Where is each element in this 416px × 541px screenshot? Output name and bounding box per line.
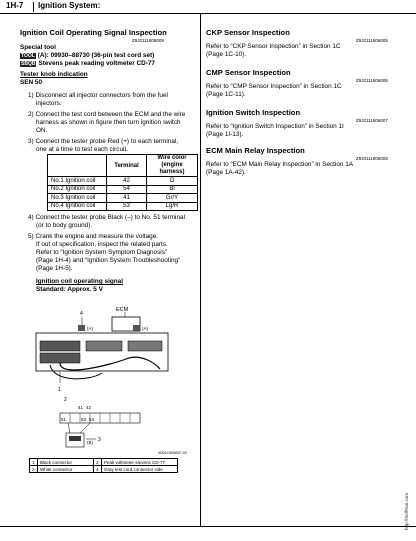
legend-cell: Gray test cord connector side bbox=[102, 466, 178, 473]
legend-cell: White connector bbox=[38, 466, 94, 473]
legend-table bbox=[29, 458, 178, 473]
tool-b-text: Stevens peak reading voltmeter CD-77 bbox=[38, 60, 155, 67]
voltmeter-display bbox=[69, 436, 81, 441]
callout-3: 3 bbox=[98, 437, 101, 443]
header-divider bbox=[33, 2, 34, 12]
legend-cell: 1 bbox=[30, 459, 38, 466]
section-heading: ECM Main Relay Inspection bbox=[206, 146, 305, 155]
legend-cell: Peak voltmeter stevens CD-77 bbox=[102, 459, 178, 466]
connector-block bbox=[86, 341, 122, 351]
footer-rule bbox=[0, 526, 416, 527]
probe-wire bbox=[68, 423, 70, 433]
knob-label: Tester knob indication bbox=[20, 71, 88, 78]
pin-label: 53 bbox=[81, 417, 87, 422]
ecm-connector-body bbox=[36, 333, 168, 371]
terminal-table bbox=[47, 154, 198, 211]
table-cell: 54 bbox=[107, 185, 147, 194]
step-line: 1) Disconnect all injector connectors from the fuel bbox=[28, 92, 168, 99]
page-number: 1H-7 bbox=[6, 1, 24, 10]
table-header-row bbox=[48, 155, 198, 177]
callout-2: 2 bbox=[64, 397, 67, 403]
ref-line: (Page 1I-13). bbox=[206, 131, 244, 138]
section-heading: CKP Sensor Inspection bbox=[206, 28, 290, 37]
tool-a-text: (A): 09930–88730 (36-pin test cord set) bbox=[37, 52, 155, 59]
figure-id: I9J0111806027-03 bbox=[158, 451, 187, 455]
signal-label: Ignition coil operating signal bbox=[36, 278, 123, 285]
ecm-label: ECM bbox=[116, 307, 129, 313]
callout-4: 4 bbox=[80, 311, 83, 317]
section-heading: CMP Sensor Inspection bbox=[206, 68, 291, 77]
test-cord-plug bbox=[78, 325, 85, 331]
step-line: 3) Connect the tester probe Red (+) to each terminal, bbox=[28, 138, 179, 145]
table-cell: Gr/Y bbox=[147, 194, 198, 203]
table-header: Wire color (engine harness) bbox=[147, 155, 198, 177]
legend-cell: 3 bbox=[94, 459, 102, 466]
section-heading: Ignition Coil Operating Signal Inspection bbox=[20, 28, 167, 37]
ref-line: Refer to “CKP Sensor Inspection” in Section 1C bbox=[206, 43, 341, 50]
table-cell: Bl bbox=[147, 185, 198, 194]
step-line: 4) Connect the tester probe Black (–) to No. 51 terminal bbox=[28, 214, 186, 221]
table-header: Terminal bbox=[107, 155, 147, 177]
ref-line: Refer to “ECM Main Relay Inspection” in Section 1A bbox=[206, 161, 354, 168]
section-heading: Ignition Switch Inspection bbox=[206, 108, 301, 117]
tag-b: (B) bbox=[87, 440, 93, 445]
legend-cell: 4 bbox=[94, 466, 102, 473]
step-line: harness as shown in figure then turn ignition switch bbox=[36, 119, 181, 126]
table-cell: 42 bbox=[107, 177, 147, 186]
pin-label: 41 bbox=[78, 405, 84, 410]
table-cell: No.2 Ignition coil bbox=[48, 185, 107, 194]
legend-cell: Black connector bbox=[38, 459, 94, 466]
tool-b-line bbox=[20, 60, 155, 68]
step-line: (Page 1H-4) and “Ignition System Troubleshooting” bbox=[36, 257, 181, 264]
side-watermark: http://SelfRan.com bbox=[404, 492, 409, 530]
ref-line: Refer to “CMP Sensor Inspection” in Section 1C bbox=[206, 83, 342, 90]
step-line: (or to body ground). bbox=[36, 222, 93, 229]
step-line: one at a time to test each circuit. bbox=[36, 146, 128, 153]
section-title: Ignition System: bbox=[38, 1, 101, 10]
ref-line: Refer to “Ignition Switch Inspection” in Section 1I bbox=[206, 123, 344, 130]
tool-badge-icon: SBQB bbox=[21, 61, 36, 67]
standard-label: Standard: Approx. 5 V bbox=[36, 286, 103, 293]
wiring-diagram bbox=[30, 303, 190, 456]
probe-wire bbox=[80, 423, 90, 433]
table-cell: 41 bbox=[107, 194, 147, 203]
table-cell: No.1 Ignition coil bbox=[48, 177, 107, 186]
test-cord-plug bbox=[133, 325, 140, 331]
tag-a: (A) bbox=[142, 326, 148, 331]
section-id: Z9J0111806005 bbox=[356, 38, 388, 43]
step-line: (Page 1H-5). bbox=[36, 265, 73, 272]
pin-label: 54 bbox=[89, 417, 95, 422]
table-cell: No.4 Ignition coil bbox=[48, 202, 107, 211]
ref-line: (Page 1C-10). bbox=[206, 51, 247, 58]
section-id: Z9J0111806008 bbox=[356, 156, 388, 161]
step-line: injectors. bbox=[36, 100, 62, 107]
ref-line: (Page 1A-42). bbox=[206, 169, 246, 176]
step-line: If out of specification, inspect the related parts. bbox=[36, 241, 168, 248]
table-cell: No.3 Ignition coil bbox=[48, 194, 107, 203]
step-line: Refer to “Ignition System Symptom Diagnosis” bbox=[36, 249, 168, 256]
callout-1: 1 bbox=[58, 387, 61, 393]
connector-block bbox=[128, 341, 162, 351]
legend-cell: 2 bbox=[30, 466, 38, 473]
section-id: Z9J0111806006 bbox=[356, 78, 388, 83]
tag-a: (A) bbox=[87, 326, 93, 331]
page-header bbox=[0, 0, 416, 14]
step-line: 2) Connect the test cord between the ECM and the wire bbox=[28, 111, 186, 118]
table-header bbox=[48, 155, 107, 177]
table-row bbox=[48, 202, 198, 211]
section-id: Z9J0111806009 bbox=[132, 38, 164, 43]
ref-line: (Page 1C-11). bbox=[206, 91, 246, 98]
section-id: Z9J0111806007 bbox=[356, 118, 388, 123]
knob-value: SEN 50 bbox=[20, 79, 43, 86]
pin-label: 42 bbox=[86, 405, 92, 410]
table-row bbox=[48, 194, 198, 203]
table-cell: O bbox=[147, 177, 198, 186]
legend-row bbox=[30, 466, 178, 473]
column-divider bbox=[200, 14, 201, 526]
table-row bbox=[48, 185, 198, 194]
table-cell: Lg/R bbox=[147, 202, 198, 211]
step-line: 5) Crank the engine and measure the voltage. bbox=[28, 233, 159, 240]
legend-row bbox=[30, 459, 178, 466]
connector-block bbox=[40, 353, 80, 363]
step-line: ON. bbox=[36, 127, 48, 134]
tool-badge-icon: TOOL bbox=[21, 53, 35, 59]
table-cell: 53 bbox=[107, 202, 147, 211]
table-row bbox=[48, 177, 198, 186]
connector-block bbox=[40, 341, 80, 351]
tool-a-line bbox=[20, 52, 154, 60]
pin-label: 51 bbox=[61, 417, 67, 422]
special-tool-label: Special tool bbox=[20, 44, 56, 51]
